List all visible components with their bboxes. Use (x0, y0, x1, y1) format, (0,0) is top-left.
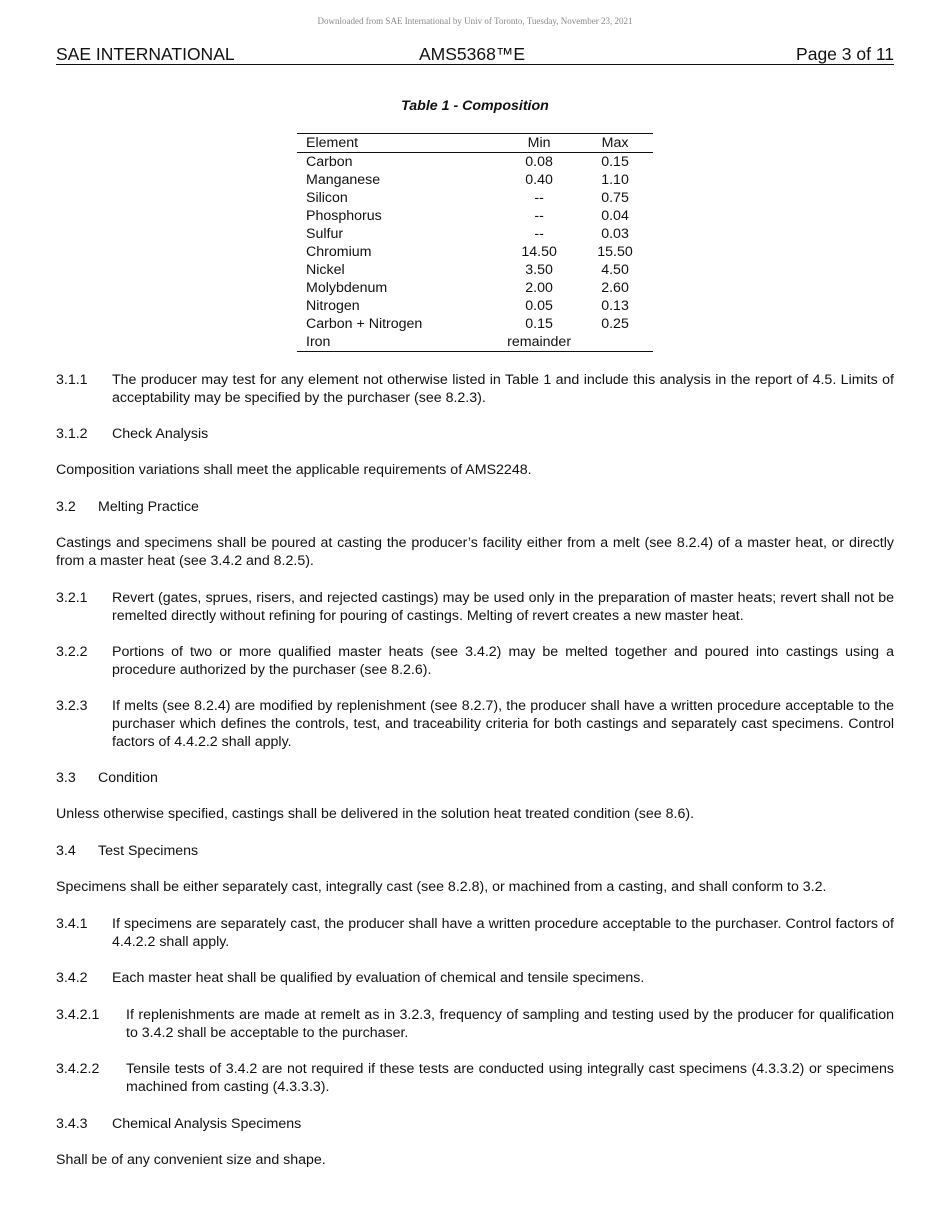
paragraph-text: The producer may test for any element not otherwise listed in Table 1 and include this analysis in the report of 4.5. Limits of acceptability may be specified by the purchaser (see 8.2.3). (112, 372, 894, 406)
cell-max: 4.50 (601, 262, 629, 278)
cell-max (577, 333, 653, 352)
header-organization: SAE INTERNATIONAL (56, 44, 235, 64)
cell-min: 0.15 (525, 316, 553, 332)
cell-element: Molybdenum (306, 280, 388, 296)
paragraph-text: Each master heat shall be qualified by evaluation of chemical and tensile specimens. (112, 970, 645, 986)
paragraph-3-1-1 (56, 371, 894, 407)
paragraph-test-specimens (56, 878, 894, 896)
section-number: 3.1.1 (56, 372, 88, 388)
section-number: 3.1.2 (56, 426, 88, 442)
cell-max: 0.03 (601, 226, 629, 242)
page-header (56, 44, 894, 65)
cell-element: Phosphorus (306, 208, 382, 224)
section-number: 3.2 (56, 499, 76, 515)
section-title: Test Specimens (98, 843, 199, 859)
paragraph-text: Tensile tests of 3.4.2 are not required if these tests are conducted using integrally cast specimens (4.3.3.2) or specimens machined from casting (4.3.3.3). (126, 1061, 894, 1095)
paragraph-text: Portions of two or more qualified master heats (see 3.4.2) may be melted together and poured into castings using a procedure authorized by the purchaser (see 8.2.6). (112, 644, 894, 678)
cell-min: remainder (507, 334, 572, 350)
section-title: Chemical Analysis Specimens (112, 1116, 302, 1132)
table-row (297, 171, 653, 189)
cell-max: 1.10 (601, 172, 629, 188)
cell-element: Iron (306, 334, 331, 350)
cell-min: -- (534, 226, 544, 242)
cell-max: 0.25 (601, 316, 629, 332)
paragraph-text: Specimens shall be either separately cast, integrally cast (see 8.2.8), or machined from a casting, and shall conform to 3.2. (56, 879, 827, 895)
cell-min: -- (534, 190, 544, 206)
cell-element: Sulfur (306, 226, 344, 242)
table-row (297, 189, 653, 207)
paragraph-3-2-3 (56, 697, 894, 751)
cell-min: 3.50 (525, 262, 553, 278)
section-number: 3.2.3 (56, 698, 88, 714)
table-title: Table 1 - Composition (401, 98, 549, 114)
section-title: Melting Practice (98, 499, 199, 515)
table-row (297, 261, 653, 279)
section-number: 3.4 (56, 843, 76, 859)
cell-max: 0.13 (601, 298, 629, 314)
cell-element: Chromium (306, 244, 372, 260)
paragraph-text: Shall be of any convenient size and shape. (56, 1152, 326, 1168)
cell-min: 0.08 (525, 154, 553, 170)
paragraph-melting-practice (56, 534, 894, 570)
table-row (297, 333, 653, 352)
download-notice: Downloaded from SAE International by Univ of Toronto, Tuesday, November 23, 2021 (317, 16, 633, 26)
paragraph-text: Revert (gates, sprues, risers, and rejected castings) may be used only in the preparation of master heats; revert shall not be remelted directly without refining for pouring of castings. Melting of revert creates a new master heat. (112, 590, 894, 624)
cell-max: 0.15 (601, 154, 629, 170)
column-header-max: Max (577, 134, 653, 153)
table-row (297, 153, 653, 172)
cell-max: 0.75 (601, 190, 629, 206)
cell-element: Nickel (306, 262, 345, 278)
paragraph-3-4-1 (56, 915, 894, 951)
header-document-number: AMS5368™E (419, 44, 526, 64)
column-header-element: Element (297, 134, 501, 153)
cell-element: Nitrogen (306, 298, 360, 314)
table-row (297, 297, 653, 315)
table-row (297, 207, 653, 225)
section-number: 3.4.2 (56, 970, 88, 986)
section-number: 3.4.2.2 (56, 1061, 100, 1077)
paragraph-3-4-2-2 (56, 1060, 894, 1096)
paragraph-chemical-analysis (56, 1151, 894, 1169)
paragraph-check-analysis (56, 461, 894, 479)
paragraph-text: If melts (see 8.2.4) are modified by replenishment (see 8.2.7), the producer shall have a written procedure acceptable to the purchaser which defines the controls, test, and traceability criteria for both castings and separately cast specimens. Control factors of 4.4.2.2 shall apply. (112, 698, 894, 750)
paragraph-text: Composition variations shall meet the applicable requirements of AMS2248. (56, 462, 532, 478)
section-number: 3.4.2.1 (56, 1007, 100, 1023)
paragraph-text: Unless otherwise specified, castings shall be delivered in the solution heat treated condition (see 8.6). (56, 806, 695, 822)
cell-element: Manganese (306, 172, 381, 188)
section-title: Condition (98, 770, 158, 786)
section-title: Check Analysis (112, 426, 209, 442)
cell-max: 2.60 (601, 280, 629, 296)
cell-min: 0.05 (525, 298, 553, 314)
table-row (297, 243, 653, 261)
cell-min: 14.50 (521, 244, 557, 260)
section-number: 3.2.1 (56, 590, 88, 606)
table-header-row (297, 134, 653, 153)
section-number: 3.4.1 (56, 916, 88, 932)
paragraph-text: If specimens are separately cast, the producer shall have a written procedure acceptable to the purchaser. Control factors of 4.4.2.2 shall apply. (112, 916, 894, 950)
column-header-min: Min (501, 134, 577, 153)
cell-min: 2.00 (525, 280, 553, 296)
paragraph-3-2-1 (56, 589, 894, 625)
section-number: 3.3 (56, 770, 76, 786)
table-row (297, 315, 653, 333)
header-page-number: Page 3 of 11 (796, 44, 894, 64)
cell-min: 0.40 (525, 172, 553, 188)
paragraph-condition (56, 805, 894, 823)
cell-min: -- (534, 208, 544, 224)
table-body (297, 153, 653, 352)
paragraph-3-4-2-1 (56, 1006, 894, 1042)
table-row (297, 279, 653, 297)
table-row (297, 225, 653, 243)
paragraph-3-4-2 (56, 969, 894, 987)
paragraph-3-2-2 (56, 643, 894, 679)
cell-element: Carbon (306, 154, 353, 170)
composition-table (297, 133, 653, 352)
section-number: 3.2.2 (56, 644, 88, 660)
cell-max: 0.04 (601, 208, 629, 224)
section-number: 3.4.3 (56, 1116, 88, 1132)
cell-element: Carbon + Nitrogen (306, 316, 423, 332)
paragraph-text: Castings and specimens shall be poured at casting the producer’s facility either from a melt (see 8.2.4) of a master heat, or directly from a master heat (see 3.4.2 and 8.2.5). (56, 535, 894, 569)
paragraph-text: If replenishments are made at remelt as in 3.2.3, frequency of sampling and testing used by the producer for qualification to 3.4.2 shall be acceptable to the purchaser. (126, 1007, 894, 1041)
cell-element: Silicon (306, 190, 348, 206)
cell-max: 15.50 (597, 244, 633, 260)
